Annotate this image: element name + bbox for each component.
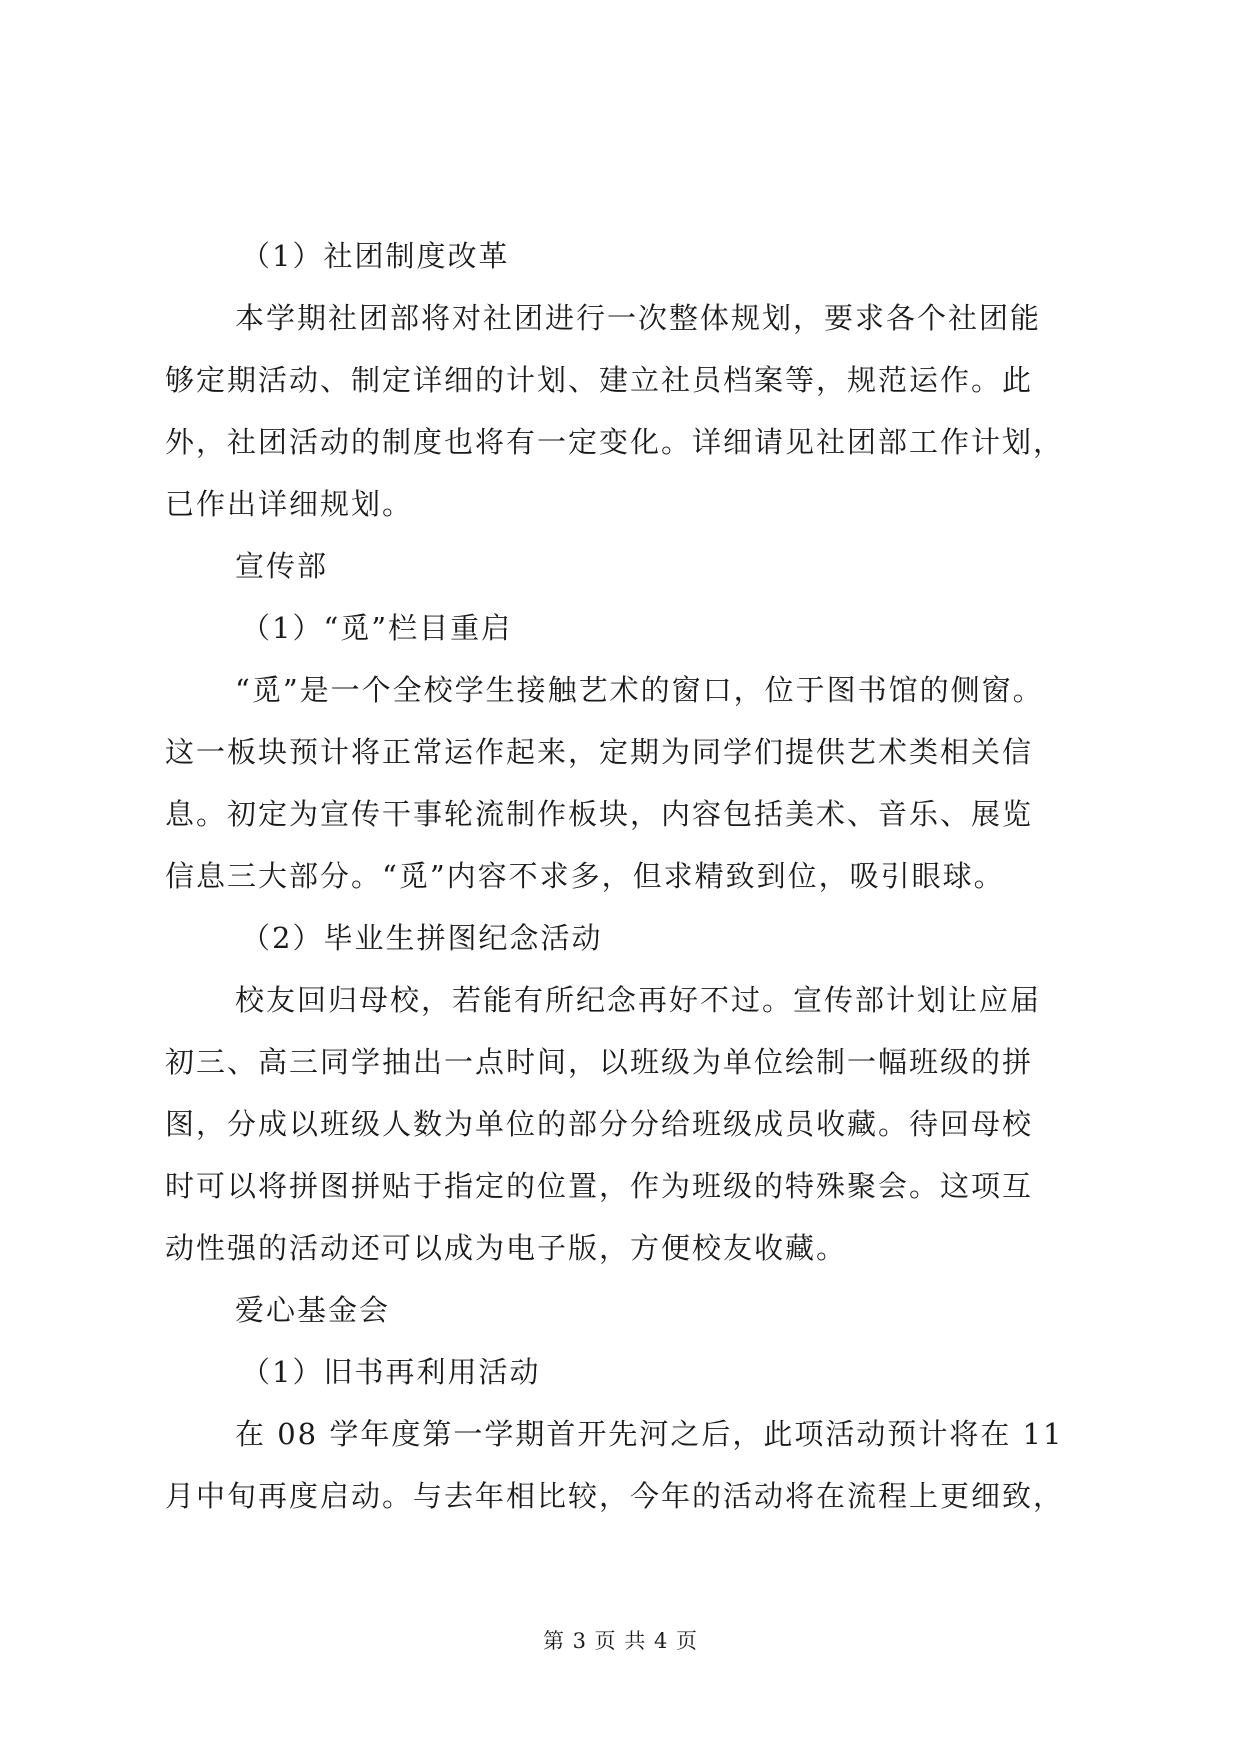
paragraph-line: “觅”是一个全校学生接触艺术的窗口，位于图书馆的侧窗。 [235,673,1044,707]
subsection-heading-mi-column: （1）“觅”栏目重启 [241,611,513,645]
paragraph-line: 外，社团活动的制度也将有一定变化。详细请见社团部工作计划， [165,425,1065,459]
paragraph-line: 息。初定为宣传干事轮流制作板块，内容包括美术、音乐、展览 [165,797,1034,831]
paragraph-line: 这一板块预计将正常运作起来，定期为同学们提供艺术类相关信 [165,735,1034,769]
section-heading-charity-fund: 爱心基金会 [235,1293,391,1327]
paragraph-line: 校友回归母校，若能有所纪念再好不过。宣传部计划让应届 [235,983,1042,1017]
paragraph-line: 在 08 学年度第一学期首开先河之后，此项活动预计将在 11 [235,1417,1064,1451]
paragraph-line: 图，分成以班级人数为单位的部分分给班级成员收藏。待回母校 [165,1107,1034,1141]
paragraph-line: 动性强的活动还可以成为电子版，方便校友收藏。 [165,1231,848,1265]
paragraph-line: 初三、高三同学抽出一点时间，以班级为单位绘制一幅班级的拼 [165,1045,1034,1079]
page-number-footer: 第 3 页 共 4 页 [542,1629,699,1653]
paragraph-line: 时可以将拼图拼贴于指定的位置，作为班级的特殊聚会。这项互 [165,1169,1034,1203]
subsection-heading-club-reform: （1）社团制度改革 [241,239,510,273]
paragraph-line: 够定期活动、制定详细的计划、建立社员档案等，规范运作。此 [165,363,1034,397]
subsection-heading-graduate-puzzle: （2）毕业生拼图纪念活动 [241,921,603,955]
paragraph-line: 已作出详细规划。 [165,487,414,521]
document-body [165,225,1085,1527]
paragraph-line: 月中旬再度启动。与去年相比较，今年的活动将在流程上更细致， [165,1479,1065,1513]
paragraph-line: 本学期社团部将对社团进行一次整体规划，要求各个社团能 [235,301,1042,335]
paragraph-line: 信息三大部分。“觅”内容不求多，但求精致到位，吸引眼球。 [165,859,1005,893]
subsection-heading-book-reuse: （1）旧书再利用活动 [241,1355,541,1389]
section-heading-publicity: 宣传部 [235,549,329,583]
